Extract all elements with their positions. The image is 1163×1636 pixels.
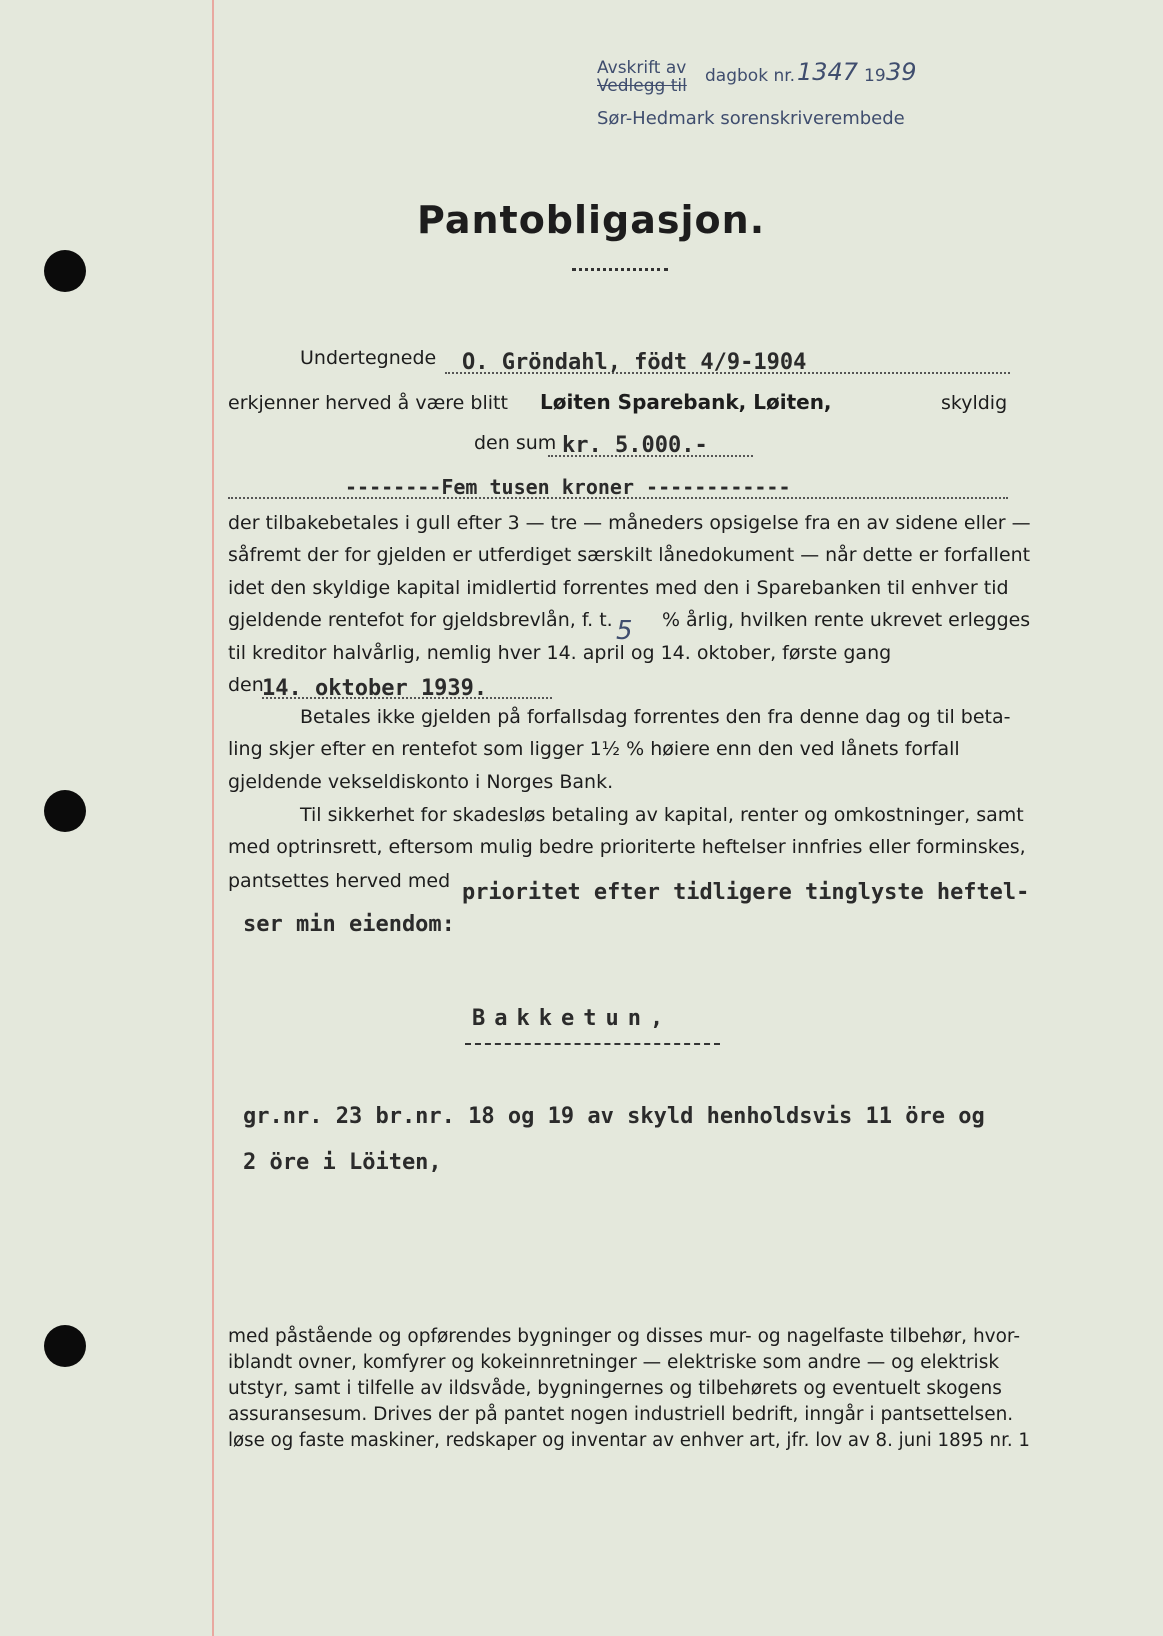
terms-line-4a: gjeldende rentefot for gjeldsbrevlån, f. t. [228, 609, 613, 631]
terms-line-2: såfremt der for gjelden er utferdiget særskilt lånedokument — når dette er forfallent [228, 544, 1030, 566]
terms-line-3: idet den skyldige kapital imidlertid forrentes med den i Sparebanken til enhver tid [228, 577, 1009, 599]
first-date: 14. oktober 1939. [262, 676, 488, 701]
undertegnede-label: Undertegnede [300, 347, 437, 369]
property-desc-2: 2 öre i Löiten, [243, 1150, 442, 1175]
property-name-underline [465, 1043, 720, 1045]
terms-line-5: til kreditor halvårlig, nemlig hver 14. april og 14. oktober, første gang [228, 642, 892, 664]
closing-line-3: utstyr, samt i tilfelle av ildsvåde, bygningernes og tilbehørets og eventuelt skogens [228, 1378, 1002, 1399]
priority-typed-1: prioritet efter tidligere tinglyste heftel- [462, 880, 1030, 905]
year-suffix: 39 [886, 58, 917, 86]
creditor-name: Løiten Sparebank, Løiten, [540, 390, 832, 414]
default-line-3: gjeldende vekseldiskonto i Norges Bank. [228, 771, 614, 793]
closing-line-5: løse og faste maskiner, redskaper og inventar av enhver art, jfr. lov av 8. juni 1895 nr. 1 [228, 1430, 1030, 1451]
punch-hole [44, 1325, 86, 1367]
punch-hole [44, 250, 86, 292]
terms-line-1: der tilbakebetales i gull efter 3 — tre — måneders opsigelse fra en av sidene eller — [228, 512, 1031, 534]
sum-label: den sum [474, 432, 557, 454]
stamp-office: Sør-Hedmark sorenskriverembede [597, 108, 905, 129]
closing-line-2: iblandt ovner, komfyrer og kokeinnretninger — elektriske som andre — og elektrisk [228, 1352, 1000, 1373]
debtor-name: O. Gröndahl, födt 4/9-1904 [462, 350, 807, 375]
sum-words: --------Fem tusen kroner ------------ [345, 475, 791, 499]
stamp-dagbok-label: dagbok nr. [705, 66, 796, 86]
margin-line [212, 0, 214, 1636]
property-desc-1: gr.nr. 23 br.nr. 18 og 19 av skyld henholdsvis 11 öre og [243, 1104, 985, 1129]
closing-line-4: assuransesum. Drives der på pantet nogen industriell bedrift, inngår i pantsettelsen. [228, 1404, 1014, 1425]
security-line-1: Til sikkerhet for skadesløs betaling av kapital, renter og omkostninger, samt [300, 804, 1024, 826]
skyldig-text: skyldig [941, 392, 1008, 414]
stamp-vedlegg: Vedlegg til [597, 76, 687, 96]
punch-hole [44, 790, 86, 832]
default-line-1: Betales ikke gjelden på forfallsdag forrentes den fra denne dag og til beta- [300, 706, 1011, 728]
security-line-2: med optrinsrett, eftersom mulig bedre prioriterte heftelser innfries eller forminskes, [228, 836, 1026, 858]
property-name: Bakketun, [472, 1006, 673, 1031]
sum-value: kr. 5.000.- [562, 433, 708, 458]
erkjenner-text: erkjenner herved å være blitt [228, 392, 508, 414]
terms-den-label: den [228, 674, 264, 696]
stamp-year-prefix: 19 [864, 66, 886, 86]
interest-rate: 5 [616, 616, 633, 646]
security-line-3: pantsettes herved med [228, 870, 451, 892]
terms-line-4b: % årlig, hvilken rente ukrevet erlegges [662, 609, 1031, 631]
title-underline [572, 268, 668, 271]
default-line-2: ling skjer efter en rentefot som ligger 1½ % høiere enn den ved lånets forfall [228, 738, 960, 760]
page-title: Pantobligasjon. [417, 198, 766, 242]
priority-typed-2: ser min eiendom: [243, 912, 455, 937]
dagbok-number: 1347 [797, 58, 859, 86]
stamp-avskrift: Avskrift av [597, 58, 687, 78]
closing-line-1: med påstående og opførendes bygninger og disses mur- og nagelfaste tilbehør, hvor- [228, 1326, 1021, 1347]
